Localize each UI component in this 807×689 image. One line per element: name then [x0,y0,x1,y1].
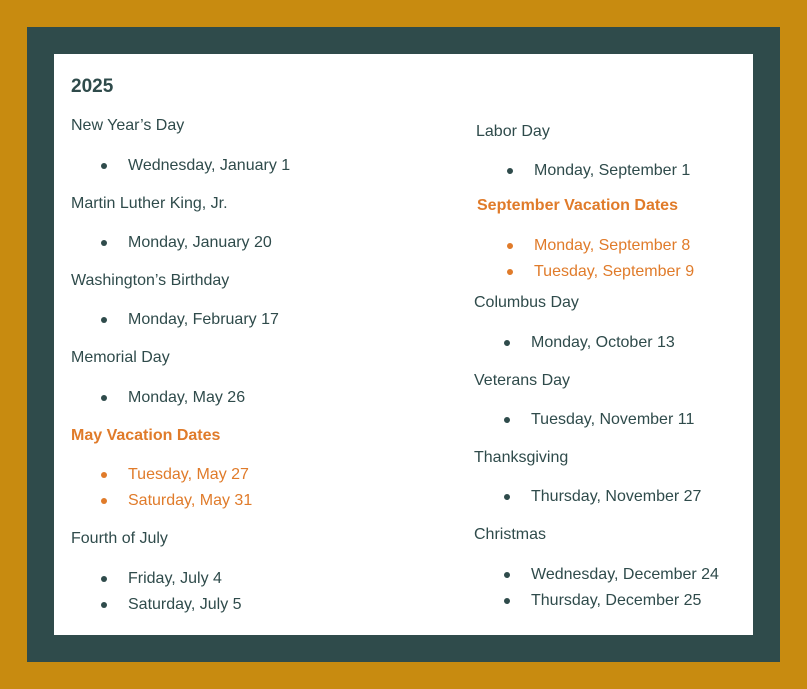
holiday-heading: New Year’s Day [71,117,185,134]
holiday-heading: Martin Luther King, Jr. [71,195,228,212]
bullet-icon [101,163,107,169]
bullet-icon [101,602,107,608]
bullet-icon [507,269,513,275]
bullet-icon [101,576,107,582]
holiday-heading: Thanksgiving [474,449,569,466]
bullet-icon [504,572,510,578]
bullet-icon [101,498,107,504]
bullet-icon [101,317,107,323]
bullet-icon [504,340,510,346]
holiday-heading: Memorial Day [71,349,170,366]
holiday-heading: Veterans Day [474,372,571,389]
holiday-heading: Washington’s Birthday [71,272,230,289]
holiday-heading: Labor Day [476,123,550,140]
holiday-heading: Columbus Day [474,294,579,311]
bullet-icon [101,240,107,246]
bullet-icon [504,494,510,500]
bullet-icon [504,417,510,423]
bullet-icon [504,598,510,604]
vacation-heading: May Vacation Dates [71,427,221,444]
year-title: 2025 [71,76,114,97]
holiday-heading: Christmas [474,526,547,543]
bullet-icon [101,472,107,478]
holiday-card: 2025 New Year’s Day Wednesday, January 1 Martin Luther King, Jr. Monday, January 20 Washington’s Birthday Monday, February 17 Memorial Day Monday, May 26 May Vacation Dates Tuesday, May 27 Saturday, May 31 Fourth of July Friday, July 4 Saturday, July 5 Labor Day Monday, September 1 September Vacation Dates Monday, September 8 Tuesday, September 9 Columbus Day Monday, October 13 Veterans Day Tuesday, November 11 Thanksgiving Thursday, November 27 Christmas Wednesday, December 24 Thursday, December 25 [54,54,753,635]
holiday-heading: Fourth of July [71,530,168,547]
bullet-icon [101,395,107,401]
bullet-icon [507,243,513,249]
bullet-icon [507,168,513,174]
vacation-heading: September Vacation Dates [477,197,678,214]
